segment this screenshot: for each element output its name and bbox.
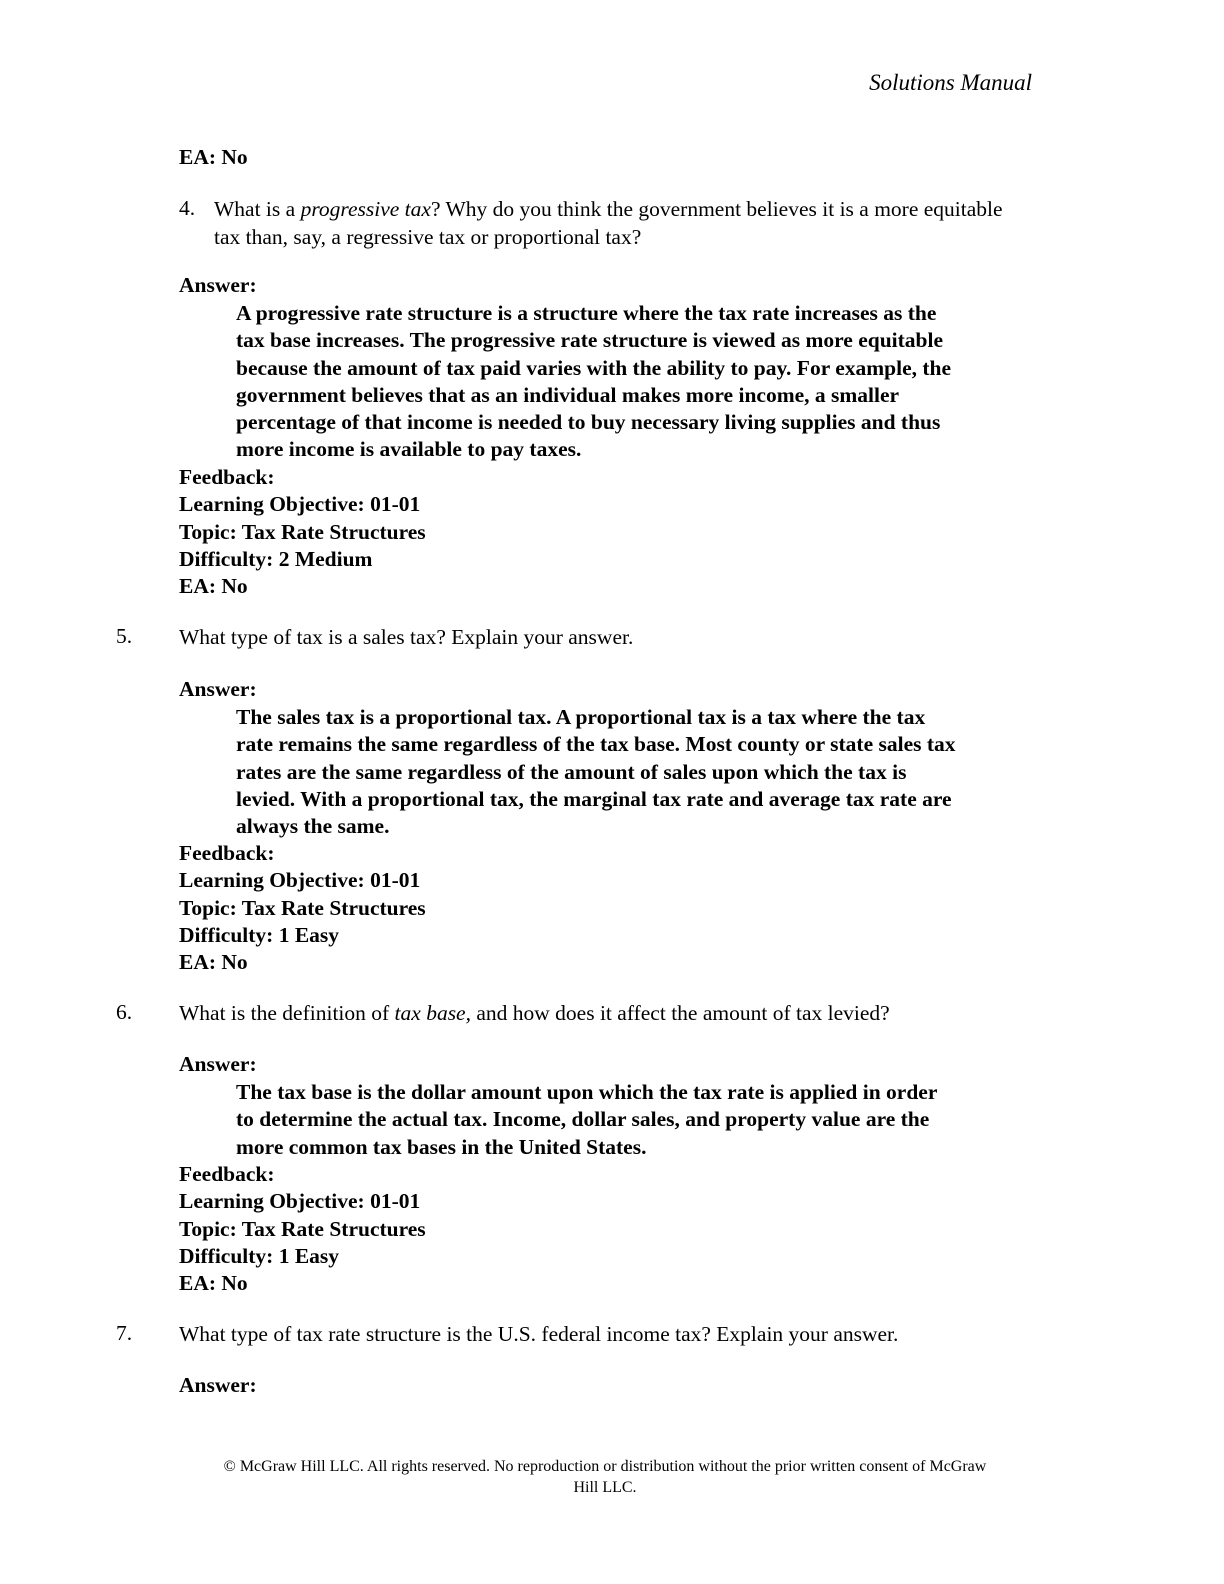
difficulty: Difficulty: 1 Easy (179, 922, 340, 947)
question-text-part: ? Why do you think the government believes it is a more equitable tax than, say, a regressive tax or proportional tax? (214, 197, 1003, 249)
answer-body (236, 300, 1036, 464)
answer-metadata (179, 1161, 426, 1297)
feedback-label: Feedback: (179, 841, 275, 865)
question-text-part: What is a (214, 197, 301, 221)
answer-body (236, 1079, 1036, 1161)
question-text (214, 195, 1014, 251)
ea-line: EA: No (179, 950, 248, 975)
answer-line: because the amount of tax paid varies with the ability to pay. For example, the (236, 355, 952, 380)
question-number: 6. (116, 1000, 133, 1024)
question-text-part: What is the definition of (179, 1001, 395, 1025)
learning-objective: Learning Objective: 01-01 (179, 1189, 421, 1214)
answer-label: Answer: (179, 677, 257, 701)
ea-line: EA: No (179, 145, 248, 169)
question-number: 4. (179, 196, 196, 220)
ea-line: EA: No (179, 1271, 248, 1296)
question-text-part: and how does it affect the amount of tax levied? (470, 1001, 890, 1025)
page-header-title: Solutions Manual (869, 70, 1032, 95)
question-term: tax base, (394, 1001, 471, 1025)
answer-line: government believes that as an individual makes more income, a smaller (236, 382, 900, 407)
topic: Topic: Tax Rate Structures (179, 519, 426, 544)
answer-body (236, 704, 1036, 840)
feedback-label: Feedback: (179, 1162, 275, 1186)
copyright-footer (170, 1456, 1040, 1498)
difficulty: Difficulty: 2 Medium (179, 546, 373, 571)
answer-label: Answer: (179, 1373, 257, 1397)
question-text: What type of tax rate structure is the U.S. federal income tax? Explain your answer. (179, 1322, 899, 1346)
answer-line: always the same. (236, 814, 390, 839)
answer-line: more common tax bases in the United States. (236, 1134, 647, 1159)
question-text: What type of tax is a sales tax? Explain your answer. (179, 625, 634, 649)
topic: Topic: Tax Rate Structures (179, 1216, 426, 1241)
answer-line: A progressive rate structure is a structure where the tax rate increases as the (236, 301, 937, 325)
answer-metadata (179, 840, 426, 976)
answer-metadata (179, 464, 426, 600)
answer-line: The sales tax is a proportional tax. A proportional tax is a tax where the tax (236, 705, 926, 729)
question-text (179, 999, 890, 1027)
footer-line: Hill LLC. (573, 1479, 637, 1496)
feedback-label: Feedback: (179, 465, 275, 489)
question-number: 7. (116, 1321, 133, 1345)
answer-line: to determine the actual tax. Income, dollar sales, and property value are the (236, 1107, 930, 1132)
answer-label: Answer: (179, 1052, 257, 1076)
answer-line: percentage of that income is needed to buy necessary living supplies and thus (236, 410, 941, 435)
answer-label: Answer: (179, 273, 257, 297)
question-number: 5. (116, 624, 133, 648)
answer-line: rate remains the same regardless of the tax base. Most county or state sales tax (236, 732, 956, 757)
footer-line: © McGraw Hill LLC. All rights reserved. No reproduction or distribution without the prior written consent of McGraw (223, 1458, 987, 1475)
question-term: progressive tax (300, 197, 431, 221)
learning-objective: Learning Objective: 01-01 (179, 492, 421, 517)
answer-line: levied. With a proportional tax, the marginal tax rate and average tax rate are (236, 786, 952, 811)
answer-line: The tax base is the dollar amount upon which the tax rate is applied in order (236, 1080, 938, 1104)
difficulty: Difficulty: 1 Easy (179, 1243, 340, 1268)
answer-line: tax base increases. The progressive rate structure is viewed as more equitable (236, 328, 944, 353)
ea-line: EA: No (179, 574, 248, 599)
learning-objective: Learning Objective: 01-01 (179, 868, 421, 893)
answer-line: rates are the same regardless of the amount of sales upon which the tax is (236, 759, 907, 784)
answer-line: more income is available to pay taxes. (236, 437, 582, 462)
topic: Topic: Tax Rate Structures (179, 895, 426, 920)
